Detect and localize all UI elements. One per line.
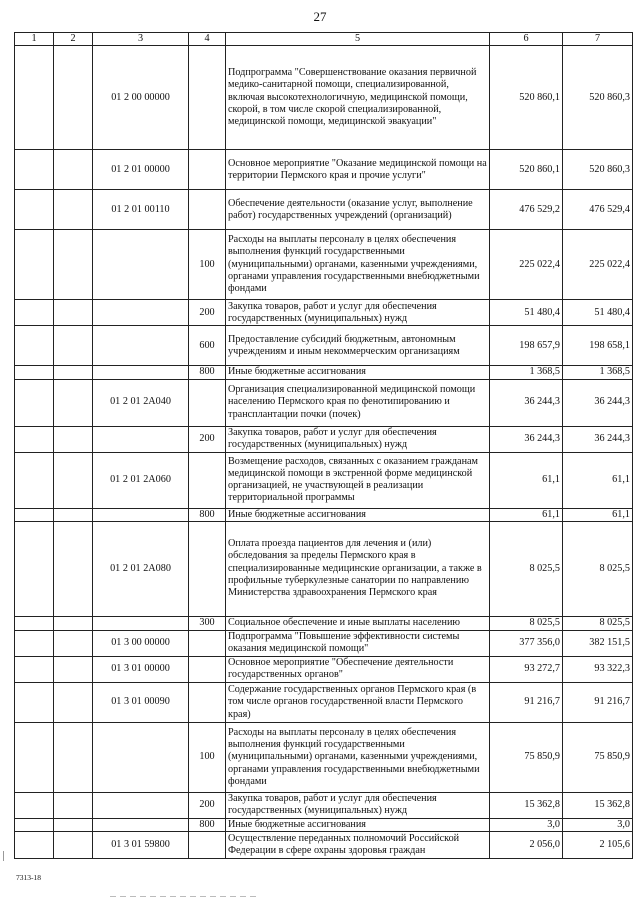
column-number: 4 [189,33,226,46]
cell-col-2 [54,426,93,452]
cell-col-2 [54,832,93,859]
cell-name: Иные бюджетные ассигнования [226,508,490,521]
table-row [15,452,633,508]
cell-amount-1: 51 480,4 [490,300,563,326]
cell-col-1 [15,300,54,326]
cell-expense-type [189,379,226,426]
cell-amount-1: 520 860,1 [490,150,563,190]
cell-name: Возмещение расходов, связанных с оказанием гражданам медицинской помощи в экстренной форме медицинской организацией, не участвующей в реализации территориальной программы [226,452,490,508]
cell-target-code [93,616,189,630]
table-row [15,150,633,190]
table-row [15,426,633,452]
cell-name: Оплата проезда пациентов для лечения и (или) обследования за пределы Пермского края в специализированные медицинские организации, а также в профильные туберкулезные санатории по направлению Министерства здравоохранения Пермского края [226,521,490,616]
cell-name: Осуществление переданных полномочий Российской Федерации в сфере охраны здоровья граждан [226,832,490,859]
cell-expense-type: 600 [189,326,226,366]
cell-amount-1: 198 657,9 [490,326,563,366]
cell-name: Расходы на выплаты персоналу в целях обеспечения выполнения функций государственными (муниципальными) органами, казенными учреждениями, органами управления государственными внебюджетными фондами [226,230,490,300]
cell-col-2 [54,230,93,300]
cell-expense-type [189,832,226,859]
cell-col-1 [15,616,54,630]
column-number: 7 [563,33,633,46]
cell-amount-1: 75 850,9 [490,722,563,792]
cell-amount-2: 520 860,3 [563,46,633,150]
table-row [15,379,633,426]
cell-expense-type: 100 [189,230,226,300]
table-row [15,792,633,818]
table-row [15,366,633,379]
cell-target-code: 01 2 00 00000 [93,46,189,150]
cell-target-code [93,326,189,366]
cell-amount-2: 476 529,4 [563,190,633,230]
cell-amount-1: 61,1 [490,508,563,521]
cell-amount-2: 2 105,6 [563,832,633,859]
cell-expense-type [189,521,226,616]
table-row [15,521,633,616]
cell-amount-1: 15 362,8 [490,792,563,818]
cell-col-1 [15,190,54,230]
cell-name: Иные бюджетные ассигнования [226,366,490,379]
cell-target-code: 01 2 01 00110 [93,190,189,230]
cell-target-code [93,722,189,792]
cell-target-code [93,230,189,300]
cell-col-2 [54,379,93,426]
cell-col-1 [15,150,54,190]
cell-col-2 [54,46,93,150]
cell-amount-1: 3,0 [490,818,563,831]
cell-amount-2: 75 850,9 [563,722,633,792]
cell-expense-type: 200 [189,426,226,452]
page-number: 27 [313,9,327,24]
cell-name: Закупка товаров, работ и услуг для обеспечения государственных (муниципальных) нужд [226,300,490,326]
cell-col-2 [54,818,93,831]
table-row [15,818,633,831]
cell-col-1 [15,366,54,379]
cell-col-1 [15,792,54,818]
table-row [15,656,633,682]
cell-target-code [93,300,189,326]
cell-target-code: 01 3 00 00000 [93,630,189,656]
cell-col-2 [54,452,93,508]
cell-expense-type [189,452,226,508]
cell-col-1 [15,46,54,150]
cell-amount-2: 8 025,5 [563,521,633,616]
margin-mark [3,851,4,861]
cell-name: Обеспечение деятельности (оказание услуг, выполнение работ) государственных учреждений (организаций) [226,190,490,230]
cell-amount-1: 520 860,1 [490,46,563,150]
cell-amount-2: 93 322,3 [563,656,633,682]
table-row [15,616,633,630]
cell-expense-type: 800 [189,818,226,831]
cell-amount-2: 91 216,7 [563,682,633,722]
cell-expense-type [189,190,226,230]
cell-expense-type: 100 [189,722,226,792]
cell-amount-2: 36 244,3 [563,379,633,426]
cell-amount-1: 225 022,4 [490,230,563,300]
cell-amount-2: 225 022,4 [563,230,633,300]
cell-col-1 [15,326,54,366]
cell-expense-type: 800 [189,366,226,379]
document-id: 7313-18 [16,873,41,882]
cell-name: Подпрограмма "Совершенствование оказания первичной медико-санитарной помощи, специализированной, включая высокотехнологичную, медицинской помощи, скорой, в том числе скорой специализированной, медицинской помощи, медицинской эвакуации" [226,46,490,150]
cell-amount-1: 36 244,3 [490,426,563,452]
cell-target-code: 01 3 01 00090 [93,682,189,722]
cell-expense-type: 300 [189,616,226,630]
cell-expense-type [189,150,226,190]
column-number: 1 [15,33,54,46]
cell-col-2 [54,521,93,616]
cell-expense-type: 200 [189,792,226,818]
table-row [15,630,633,656]
cell-col-2 [54,508,93,521]
cell-name: Содержание государственных органов Пермского края (в том числе органов государственной власти Пермского края) [226,682,490,722]
cell-col-2 [54,656,93,682]
cell-name: Социальное обеспечение и иные выплаты населению [226,616,490,630]
cell-expense-type [189,46,226,150]
table-row [15,190,633,230]
cell-expense-type: 800 [189,508,226,521]
cell-col-1 [15,722,54,792]
table-row [15,326,633,366]
cell-name: Расходы на выплаты персоналу в целях обеспечения выполнения функций государственными (муниципальными) органами, казенными учреждениями, органами управления государственными внебюджетными фондами [226,722,490,792]
budget-table [14,32,633,859]
scan-artifact [110,896,260,897]
cell-amount-1: 61,1 [490,452,563,508]
cell-col-1 [15,230,54,300]
cell-amount-2: 1 368,5 [563,366,633,379]
cell-amount-1: 8 025,5 [490,616,563,630]
cell-col-1 [15,656,54,682]
cell-name: Основное мероприятие "Оказание медицинской помощи на территории Пермского края и прочие услуги" [226,150,490,190]
cell-col-1 [15,521,54,616]
table-row [15,300,633,326]
cell-expense-type: 200 [189,300,226,326]
cell-target-code [93,426,189,452]
cell-amount-1: 2 056,0 [490,832,563,859]
cell-amount-1: 91 216,7 [490,682,563,722]
cell-amount-1: 36 244,3 [490,379,563,426]
cell-col-1 [15,508,54,521]
cell-target-code: 01 3 01 59800 [93,832,189,859]
cell-col-1 [15,379,54,426]
cell-col-2 [54,366,93,379]
cell-amount-1: 8 025,5 [490,521,563,616]
cell-amount-2: 61,1 [563,452,633,508]
cell-amount-2: 382 151,5 [563,630,633,656]
cell-col-1 [15,452,54,508]
cell-amount-1: 93 272,7 [490,656,563,682]
cell-amount-2: 61,1 [563,508,633,521]
table-body [15,46,633,859]
cell-col-2 [54,616,93,630]
cell-target-code [93,818,189,831]
table-row [15,722,633,792]
cell-col-2 [54,300,93,326]
cell-amount-2: 51 480,4 [563,300,633,326]
cell-target-code [93,366,189,379]
table-row [15,230,633,300]
cell-col-1 [15,630,54,656]
table-row [15,508,633,521]
cell-col-2 [54,722,93,792]
cell-amount-2: 3,0 [563,818,633,831]
table-row [15,46,633,150]
cell-amount-2: 36 244,3 [563,426,633,452]
cell-name: Закупка товаров, работ и услуг для обеспечения государственных (муниципальных) нужд [226,792,490,818]
cell-col-1 [15,682,54,722]
cell-amount-1: 377 356,0 [490,630,563,656]
cell-target-code: 01 2 01 00000 [93,150,189,190]
cell-col-2 [54,326,93,366]
cell-col-1 [15,426,54,452]
cell-col-2 [54,630,93,656]
cell-col-1 [15,818,54,831]
cell-amount-2: 520 860,3 [563,150,633,190]
column-number: 5 [226,33,490,46]
cell-expense-type [189,682,226,722]
cell-amount-2: 198 658,1 [563,326,633,366]
cell-name: Основное мероприятие "Обеспечение деятельности государственных органов" [226,656,490,682]
cell-amount-2: 8 025,5 [563,616,633,630]
cell-expense-type [189,630,226,656]
cell-name: Предоставление субсидий бюджетным, автономным учреждениям и иным некоммерческим организациям [226,326,490,366]
cell-col-2 [54,792,93,818]
cell-target-code: 01 2 01 2А080 [93,521,189,616]
column-number: 3 [93,33,189,46]
cell-col-2 [54,150,93,190]
cell-amount-1: 476 529,2 [490,190,563,230]
cell-target-code: 01 2 01 2А040 [93,379,189,426]
cell-target-code: 01 2 01 2А060 [93,452,189,508]
cell-name: Организация специализированной медицинской помощи населению Пермского края по фенотипированию и трансплантации почки (почек) [226,379,490,426]
table-row [15,832,633,859]
column-number: 2 [54,33,93,46]
column-number: 6 [490,33,563,46]
cell-target-code [93,508,189,521]
column-number-row [15,33,633,46]
cell-name: Иные бюджетные ассигнования [226,818,490,831]
cell-col-2 [54,190,93,230]
cell-target-code [93,792,189,818]
cell-col-1 [15,832,54,859]
cell-col-2 [54,682,93,722]
cell-name: Закупка товаров, работ и услуг для обеспечения государственных (муниципальных) нужд [226,426,490,452]
cell-target-code: 01 3 01 00000 [93,656,189,682]
cell-expense-type [189,656,226,682]
cell-name: Подпрограмма "Повышение эффективности системы оказания медицинской помощи" [226,630,490,656]
cell-amount-2: 15 362,8 [563,792,633,818]
table-row [15,682,633,722]
cell-amount-1: 1 368,5 [490,366,563,379]
